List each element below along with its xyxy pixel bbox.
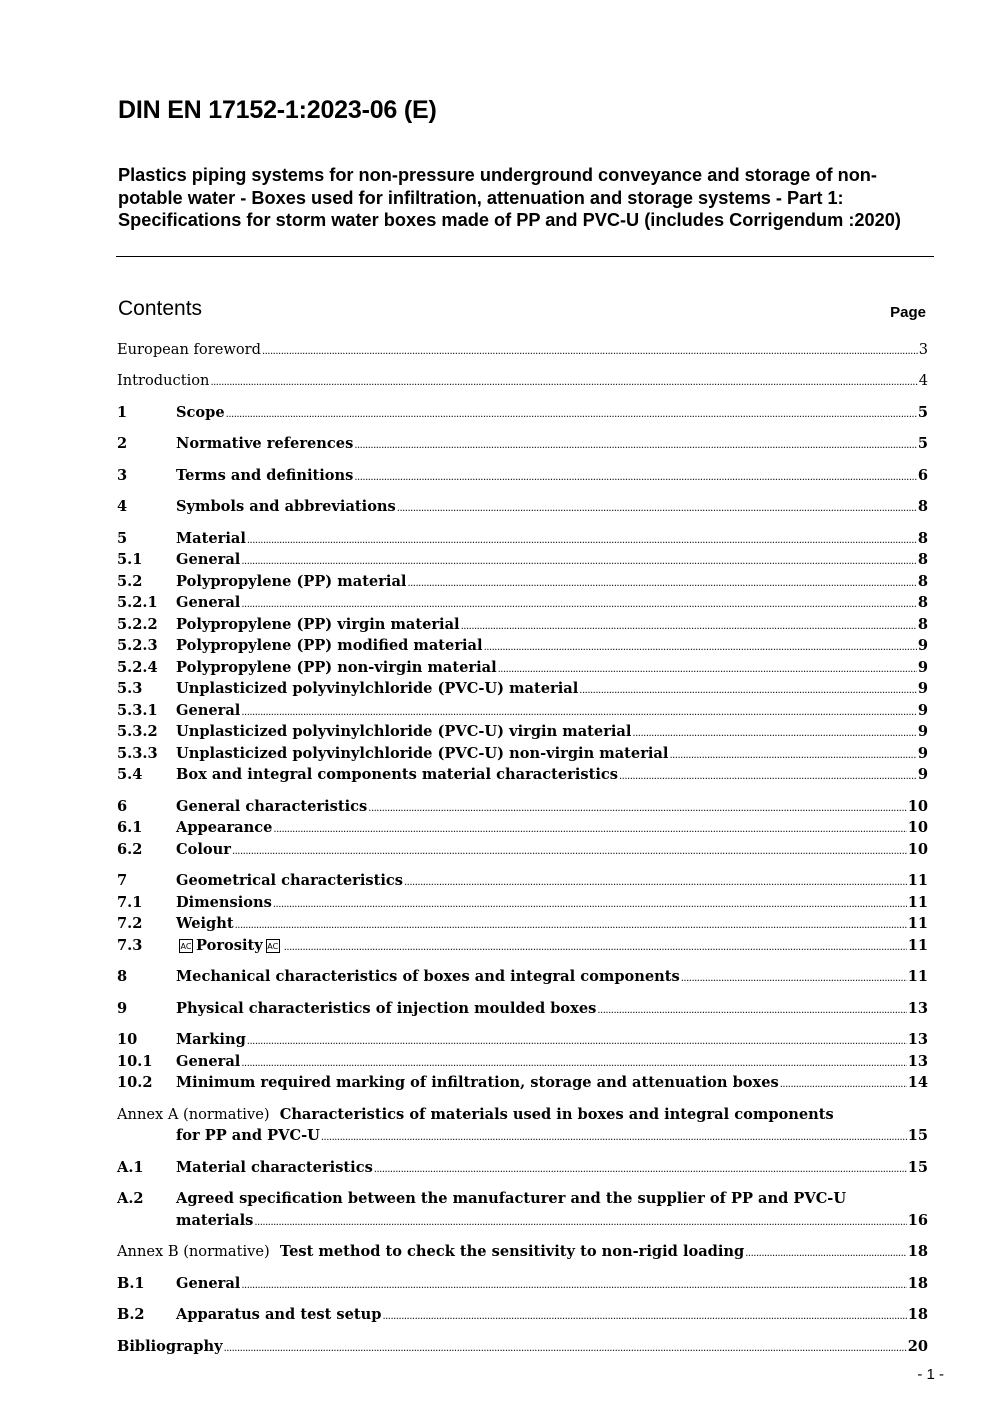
toc-entry-number: B.2: [117, 1306, 145, 1323]
toc-leader: [397, 498, 917, 520]
toc-entry-number: 7.3: [117, 937, 143, 954]
toc-entry-page: 8: [917, 498, 928, 515]
toc-leader: [273, 819, 906, 841]
toc-leader: [597, 1000, 906, 1022]
toc-entry-10-1[interactable]: [117, 1051, 928, 1073]
toc-entry-page: 9: [917, 637, 928, 654]
toc-entry-6-1[interactable]: [117, 817, 928, 839]
toc-entry-title: materials: [176, 1212, 254, 1229]
toc-entry-title-with-marks: [176, 935, 284, 957]
toc-entry-number: 8: [117, 968, 128, 985]
toc-entry-title: Colour: [176, 841, 231, 858]
toc-entry-title: Polypropylene (PP) modified material: [176, 637, 483, 654]
toc-entry-page: 14: [907, 1074, 928, 1091]
toc-leader: [745, 1243, 906, 1265]
toc-entry-page: 8: [917, 616, 928, 633]
toc-entry-title: Polypropylene (PP) virgin material: [176, 616, 460, 633]
toc-entry-page: 10: [907, 798, 928, 815]
toc-entry-title: Weight: [176, 915, 234, 932]
toc-entry-6[interactable]: [117, 796, 928, 818]
toc-entry-number: 7.2: [117, 915, 143, 932]
toc-entry-number: 5.3.3: [117, 745, 158, 762]
toc-entry-10-2[interactable]: [117, 1072, 928, 1094]
toc-entry-number: A.1: [117, 1159, 144, 1176]
toc-entry-page: 9: [917, 745, 928, 762]
toc-leader: [235, 915, 907, 937]
toc-entry-page: 8: [917, 530, 928, 547]
toc-entry-number: 10.2: [117, 1074, 153, 1091]
toc-entry-number: 5.3.1: [117, 702, 158, 719]
annex-label: Annex B (normative): [117, 1243, 270, 1260]
page-column-label: Page: [890, 304, 926, 321]
toc-entry-title: Scope: [176, 404, 225, 421]
toc-entry-page: 13: [907, 1000, 928, 1017]
toc-entry-number: 5.2.1: [117, 594, 158, 611]
annex-title: Characteristics of materials used in boxes and integral components: [279, 1106, 834, 1123]
toc-entry-page: 5: [917, 435, 928, 452]
toc-leader: [681, 968, 907, 990]
toc-entry-number: 6.1: [117, 819, 143, 836]
page-number: - 1 -: [917, 1366, 944, 1383]
toc-entry-number: 5: [117, 530, 128, 547]
toc-entry-number: 5.1: [117, 551, 143, 568]
toc-entry-number: 7.1: [117, 894, 143, 911]
toc-entry-title: General: [176, 702, 241, 719]
toc-entry-page: 11: [907, 968, 928, 985]
toc-entry-number: 5.3: [117, 680, 143, 697]
toc-entry-title: Polypropylene (PP) material: [176, 573, 407, 590]
toc-entry-8[interactable]: [117, 966, 928, 988]
toc-entry-number: 7: [117, 872, 128, 889]
toc-entry-1[interactable]: [117, 402, 928, 424]
toc-entry-page: 11: [907, 937, 928, 954]
toc-leader: [210, 372, 917, 394]
toc-entry-number: 10.1: [117, 1053, 153, 1070]
toc-entry-title: European foreword: [117, 341, 261, 358]
toc-leader: [354, 435, 917, 457]
toc-leader: [241, 1275, 906, 1297]
toc-entry-number: 9: [117, 1000, 128, 1017]
ac-start-mark-icon: AC: [179, 939, 193, 953]
toc-entry-page: 9: [917, 702, 928, 719]
toc-entry-7-2[interactable]: [117, 913, 928, 935]
toc-entry-b-1[interactable]: [117, 1273, 928, 1295]
toc-entry-page: 9: [917, 680, 928, 697]
toc-leader: [247, 1031, 907, 1053]
toc-entry-title: Unplasticized polyvinylchloride (PVC-U) material: [176, 680, 579, 697]
toc-entry-5-2-2[interactable]: [117, 614, 928, 636]
toc-entry-5-2-4[interactable]: [117, 657, 928, 679]
toc-entry-number: 6.2: [117, 841, 143, 858]
toc-entry-title: General characteristics: [176, 798, 368, 815]
toc-leader: [226, 404, 917, 426]
toc-entry-page: 9: [917, 723, 928, 740]
toc-entry-page: 11: [907, 894, 928, 911]
toc-entry-page: 18: [907, 1275, 928, 1292]
toc-entry-4[interactable]: [117, 496, 928, 518]
toc-entry-number: 3: [117, 467, 128, 484]
toc-entry-title: Terms and definitions: [176, 467, 354, 484]
toc-entry-title: Symbols and abbreviations: [176, 498, 396, 515]
toc-entry-7[interactable]: [117, 870, 928, 892]
toc-leader: [284, 937, 907, 959]
toc-entry-number: 5.2.2: [117, 616, 158, 633]
toc-entry-b-2[interactable]: [117, 1304, 928, 1326]
toc-entry-page: 13: [907, 1031, 928, 1048]
toc-entry-page: 18: [907, 1243, 928, 1260]
toc-entry-title: Unplasticized polyvinylchloride (PVC-U) virgin material: [176, 723, 632, 740]
toc-entry-number: B.1: [117, 1275, 145, 1292]
toc-entry-7-3[interactable]: [117, 935, 928, 957]
toc-entry-a-2-line1[interactable]: [117, 1188, 928, 1210]
toc-entry-5-3-2[interactable]: [117, 721, 928, 743]
toc-entry-number: 1: [117, 404, 128, 421]
toc-entry-european-foreword[interactable]: [117, 339, 928, 361]
toc-entry-title: General: [176, 551, 241, 568]
toc-entry-page: 9: [917, 659, 928, 676]
toc-entry-6-2[interactable]: [117, 839, 928, 861]
toc-entry-title: Porosity: [196, 937, 263, 954]
toc-entry-title: Material characteristics: [176, 1159, 373, 1176]
toc-entry-number: 2: [117, 435, 128, 452]
toc-entry-page: 10: [907, 841, 928, 858]
toc-leader: [382, 1306, 906, 1328]
toc-entry-title: Geometrical characteristics: [176, 872, 403, 889]
toc-entry-a-2-line2[interactable]: [117, 1210, 928, 1232]
toc-entry-number: 5.2.3: [117, 637, 158, 654]
toc-leader: [619, 766, 917, 788]
toc-entry-title: Introduction: [117, 372, 210, 389]
toc-entry-number: 5.3.2: [117, 723, 158, 740]
toc-entry-bibliography[interactable]: [117, 1336, 928, 1358]
toc-entry-page: 3: [918, 341, 928, 358]
toc-entry-5[interactable]: [117, 528, 928, 550]
toc-entry-page: 10: [907, 819, 928, 836]
toc-leader: [404, 872, 907, 894]
toc-entry-page: 16: [907, 1212, 928, 1229]
toc-entry-title: Normative references: [176, 435, 354, 452]
toc-entry-title: Marking: [176, 1031, 246, 1048]
toc-entry-9[interactable]: [117, 998, 928, 1020]
toc-entry-number: 6: [117, 798, 128, 815]
toc-leader: [632, 723, 916, 745]
toc-entry-annex-a-line1[interactable]: [117, 1104, 928, 1126]
toc-entry-title: Agreed specification between the manufacturer and the supplier of PP and PVC-U: [176, 1190, 847, 1207]
toc-entry-page: 8: [917, 551, 928, 568]
toc-leader: [254, 1212, 906, 1234]
toc-entry-page: 13: [907, 1053, 928, 1070]
toc-entry-3[interactable]: [117, 465, 928, 487]
toc-entry-title: Apparatus and test setup: [176, 1306, 382, 1323]
contents-heading: Contents: [118, 297, 203, 320]
toc-entry-page: 8: [917, 594, 928, 611]
toc-leader: [484, 637, 917, 659]
toc-entry-number: 4: [117, 498, 128, 515]
toc-entry-title: Appearance: [176, 819, 273, 836]
toc-leader: [241, 551, 917, 573]
toc-entry-number: 5.2.4: [117, 659, 158, 676]
toc-leader: [579, 680, 917, 702]
toc-entry-page: 11: [907, 872, 928, 889]
annex-label: Annex A (normative): [117, 1106, 270, 1123]
toc-entry-page: 6: [917, 467, 928, 484]
toc-entry-title: General: [176, 1053, 241, 1070]
toc-entry-number: A.2: [117, 1190, 144, 1207]
toc-entry-5-2-1[interactable]: [117, 592, 928, 614]
toc-entry-5-3-3[interactable]: [117, 743, 928, 765]
toc-leader: [321, 1127, 907, 1149]
toc-entry-page: 15: [907, 1127, 928, 1144]
toc-entry-annex-b[interactable]: [117, 1241, 928, 1263]
toc-entry-page: 11: [907, 915, 928, 932]
toc-leader: [224, 1338, 907, 1360]
toc-entry-title: [117, 1241, 745, 1263]
title-divider: [116, 256, 934, 257]
toc-entry-page: 8: [917, 573, 928, 590]
toc-entry-title: [117, 1104, 835, 1126]
toc-entry-introduction[interactable]: [117, 370, 928, 392]
toc-entry-title: for PP and PVC-U: [176, 1127, 320, 1144]
document-title: Plastics piping systems for non-pressure underground conveyance and storage of non-potable water - Boxes used for infiltration, attenuation and storage systems - Part 1: Specifications for storm water boxes made of PP and PVC-U (includes Corrigendum :2020): [118, 165, 901, 230]
toc-entry-title: Material: [176, 530, 246, 547]
toc-leader: [241, 594, 917, 616]
toc-entry-7-1[interactable]: [117, 892, 928, 914]
toc-leader: [262, 341, 918, 363]
toc-entry-title: General: [176, 594, 241, 611]
toc-entry-annex-a-line2[interactable]: [117, 1125, 928, 1147]
toc-entry-title: Mechanical characteristics of boxes and integral components: [176, 968, 680, 985]
toc-leader: [354, 467, 916, 489]
toc-entry-2[interactable]: [117, 433, 928, 455]
toc-entry-title: Box and integral components material characteristics: [176, 766, 618, 783]
toc-entry-page: 15: [907, 1159, 928, 1176]
toc-entry-page: 20: [907, 1338, 928, 1355]
document-id: DIN EN 17152-1:2023-06 (E): [118, 96, 437, 124]
toc-entry-title: Unplasticized polyvinylchloride (PVC-U) non-virgin material: [176, 745, 669, 762]
toc-entry-5-2[interactable]: [117, 571, 928, 593]
toc-entry-5-3[interactable]: [117, 678, 928, 700]
toc-leader: [374, 1159, 907, 1181]
annex-title: Test method to check the sensitivity to non-rigid loading: [279, 1243, 745, 1260]
toc-entry-number: 5.4: [117, 766, 143, 783]
toc-entry-5-1[interactable]: [117, 549, 928, 571]
toc-entry-title: Polypropylene (PP) non-virgin material: [176, 659, 497, 676]
toc-leader: [780, 1074, 907, 1096]
toc-leader: [232, 841, 907, 863]
toc-entry-title: Physical characteristics of injection moulded boxes: [176, 1000, 597, 1017]
toc-entry-number: 10: [117, 1031, 138, 1048]
toc-entry-title: General: [176, 1275, 241, 1292]
toc-entry-title: Minimum required marking of infiltration, storage and attenuation boxes: [176, 1074, 779, 1091]
toc-entry-5-4[interactable]: [117, 764, 928, 786]
toc-entry-page: 9: [917, 766, 928, 783]
toc-entry-page: 18: [907, 1306, 928, 1323]
toc-entry-title: Dimensions: [176, 894, 272, 911]
toc-entry-page: 5: [917, 404, 928, 421]
toc-entry-5-3-1[interactable]: [117, 700, 928, 722]
toc-entry-title: Bibliography: [117, 1338, 223, 1355]
ac-end-mark-icon: AC: [266, 939, 280, 953]
toc-entry-a-1[interactable]: [117, 1157, 928, 1179]
toc-entry-10[interactable]: [117, 1029, 928, 1051]
toc-entry-page: 4: [918, 372, 928, 389]
toc-entry-number: 5.2: [117, 573, 143, 590]
toc-entry-5-2-3[interactable]: [117, 635, 928, 657]
